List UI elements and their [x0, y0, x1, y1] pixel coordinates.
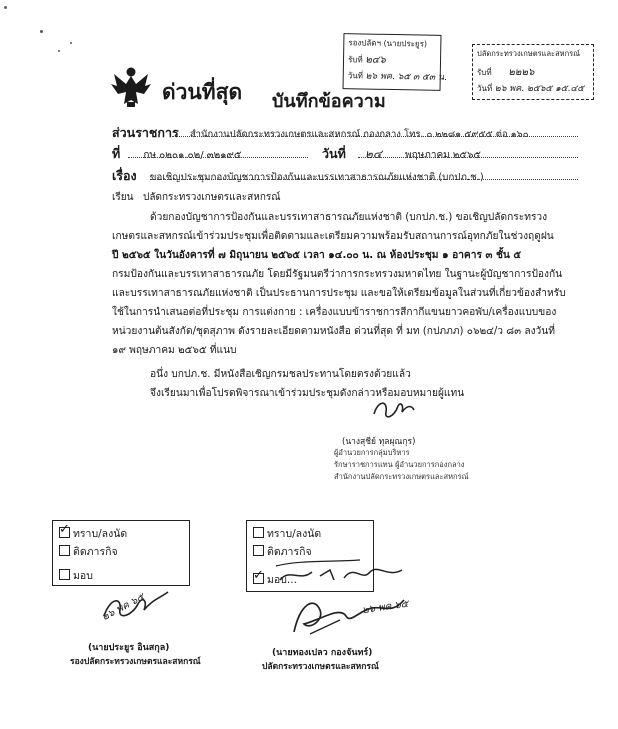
checkbox-delegate[interactable]	[59, 569, 70, 580]
subject-row: เรื่อง ขอเชิญประชุมกองบัญชาการป้องกันและบรรเทาสาธารณภัยแห่งชาติ (บกปภ.ช.)	[112, 168, 484, 183]
signer-title: ผู้อำนวยการกลุ่มบริหาร	[334, 448, 410, 457]
deputy-handwritten-date: ๒๖ พค ๖๕	[100, 591, 147, 624]
action-box-permanent-secretary: ทราบ/ลงนัด ติดภารกิจ ✓มอบ...	[246, 520, 374, 592]
signature-director-icon	[368, 396, 418, 424]
scan-speckle	[40, 30, 43, 33]
doc-type-title: บันทึกข้อความ	[272, 91, 386, 112]
scan-speckle	[58, 50, 60, 52]
paragraph-note: อนึ่ง บกปภ.ช. มีหนังสือเชิญกรมชลประทานโดยตรงด้วยแล้ว	[150, 369, 411, 380]
permanent-secretary-name: (นายทองเปลว กองจันทร์)	[272, 648, 373, 658]
deputy-name: (นายประยูร อินสกุล)	[88, 643, 170, 653]
checkbox-delegate-checked[interactable]	[253, 573, 264, 584]
checkbox-busy[interactable]	[59, 545, 70, 556]
body-line: ปี ๒๕๖๕ ในวันอังคารที่ ๗ มิถุนายน ๒๕๖๕ เวลา ๑๔.๐๐ น. ณ ห้องประชุม ๑ อาคาร ๓ ชั้น ๕	[112, 250, 522, 261]
scan-speckle	[70, 42, 72, 44]
permanent-secretary-title: ปลัดกระทรวงเกษตรและสหกรณ์	[262, 662, 379, 672]
signer-title: รักษาราชการแทน ผู้อำนวยการกองกลาง	[334, 460, 465, 469]
paragraph-closing: จึงเรียนมาเพื่อโปรดพิจารณาเข้าร่วมประชุมดังกล่าวหรือมอบหมายผู้แทน	[150, 388, 465, 399]
checkbox-busy[interactable]	[253, 545, 264, 556]
checkbox-acknowledge[interactable]	[253, 527, 264, 538]
handwritten-delegate-note-icon	[270, 558, 410, 588]
permanent-secretary-handwritten-date: ๒๖ พค ๖๕	[361, 598, 410, 617]
signature-permanent-secretary-icon	[280, 590, 410, 640]
body-line: เกษตรและสหกรณ์เข้าร่วมประชุมเพื่อติดตามและเตรียมความพร้อมรับสถานการณ์อุทกภัยในช่วงฤดูฝน	[112, 231, 554, 242]
body-line: และบรรเทาสาธารณภัยแห่งชาติ เป็นประธานการประชุม และขอให้เตรียมข้อมูลในส่วนที่เกี่ยวข้องสำหรับ	[112, 288, 566, 299]
scan-speckle	[4, 6, 7, 9]
garuda-emblem-icon	[108, 64, 154, 110]
body-line: ๑๙ พฤษภาคม ๒๕๖๕ ที่แนบ	[112, 345, 237, 356]
signer-name: (นางสุชีย์ ทุลผุณกุร)	[342, 437, 416, 447]
body-line: ด้วยกองบัญชาการป้องกันและบรรเทาสาธารณภัยแห่งชาติ (บกปภ.ช.) ขอเชิญปลัดกระทรวง	[150, 212, 548, 223]
receive-stamp-permanent-secretary: ปลัดกระทรวงเกษตรและสหกรณ์ รับที่ ๒๒๒๖ วันที่ ๒๖ พค. ๒๕๖๕ ๑๕.๔๕	[472, 44, 594, 100]
date-row: วันที่ ๒๔ พฤษภาคม ๒๕๖๕	[322, 146, 481, 161]
urgency-label: ด่วนที่สุด	[162, 80, 243, 104]
agency-row: ส่วนราชการ สำนักงานปลัดกระทรวงเกษตรและสหกรณ์ กองกลาง โทร. ๐ ๒๒๘๑ ๕๙๕๕ ต่อ ๑๖๐	[112, 125, 529, 140]
checkbox-acknowledge-checked[interactable]	[59, 527, 70, 538]
body-line: หน่วยงานต้นสังกัด/ชุดสุภาพ ดังรายละเอียดตามหนังสือ ด่วนที่สุด ที่ มท (กปภภภ) ๐๖๒๔/ว ๘๓ ลงวันที่	[112, 326, 555, 337]
signer-title: สำนักงานปลัดกระทรวงเกษตรและสหกรณ์	[334, 472, 469, 481]
action-box-deputy: ✓ทราบ/ลงนัด ติดภารกิจ มอบ	[52, 520, 190, 586]
deputy-title: รองปลัดกระทรวงเกษตรและสหกรณ์	[70, 657, 201, 667]
receive-stamp-deputy: รองปลัดฯ (นายประยูร) รับที่ ๒๔๖ วันที่ ๒๖ พค. ๖๕ ๓ ๕๓ น.	[343, 33, 442, 91]
salutation: เรียน ปลัดกระทรวงเกษตรและสหกรณ์	[112, 192, 281, 203]
body-line: กรมป้องกันและบรรเทาสาธารณภัย โดยมีรัฐมนตรีว่าการกระทรวงมหาดไทย ในฐานะผู้บัญชาการป้องกัน	[112, 269, 563, 280]
reference-row: ที่ กษ ๐๒๐๑.๐๒/ ๓๒๑๙๕	[112, 146, 242, 161]
body-line: ใช้ในการนำเสนอต่อที่ประชุม การแต่งกาย : เครื่องแบบข้าราชการสีกากีแขนยาวคอพับ/เครื่องแบบของ	[112, 307, 557, 318]
